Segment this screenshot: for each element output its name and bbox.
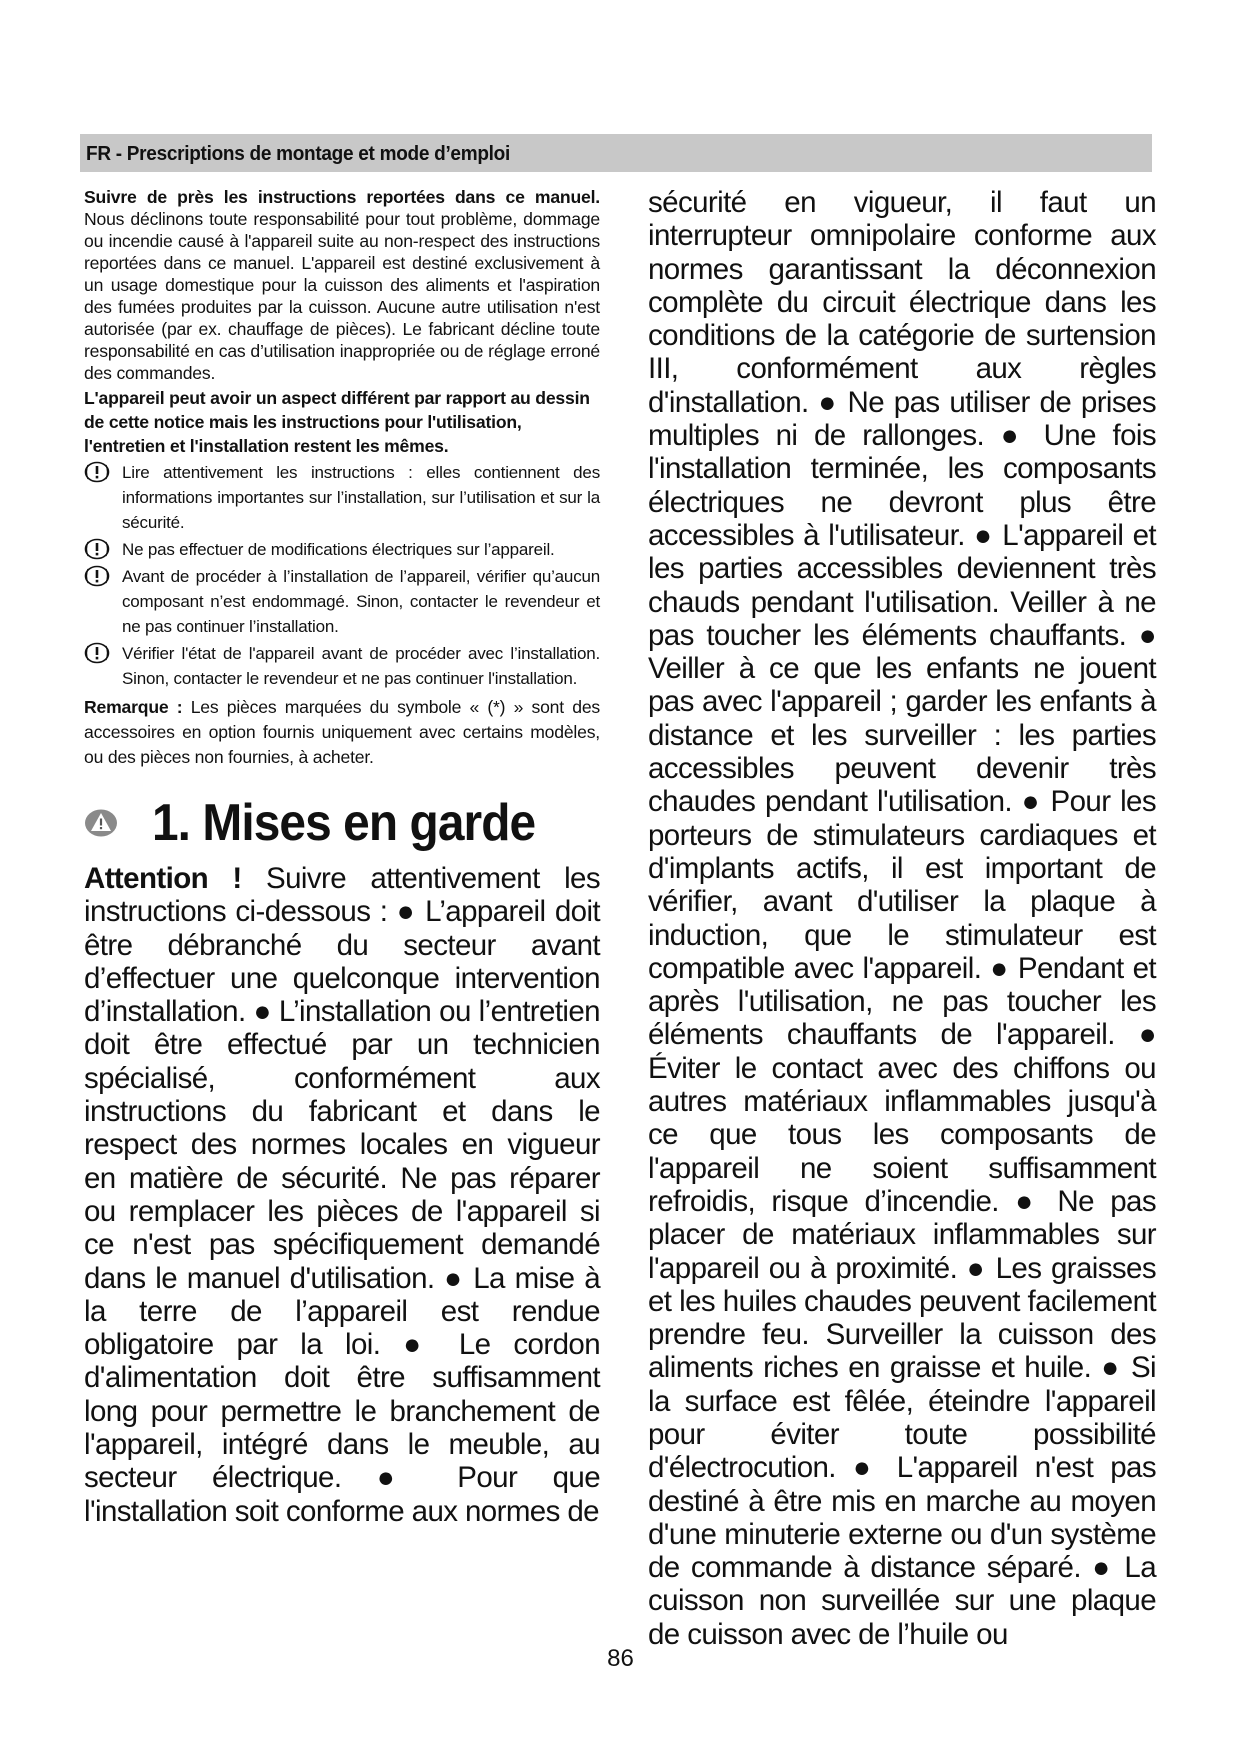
note-text: Vérifier l'état de l'appareil avant de procéder avec l’installation. Sinon, contacter le revendeur et ne pas continuer l'installation. [122,644,600,688]
note-item [84,641,600,691]
exclamation-circle-icon [84,642,110,664]
section-title: 1. Mises en garde [152,794,536,852]
note-text: Avant de procéder à l’installation de l’appareil, vérifier qu’aucun composant n’est endommagé. Sinon, contacter le revendeur et ne pas continuer l’installation. [122,567,600,636]
remarque-text: Les pièces marquées du symbole « (*) » sont des accessoires en option fournis uniquement avec certains modèles, ou des pièces non fournies, à acheter. [84,697,601,767]
note-text: Lire attentivement les instructions : elles contiennent des informations importantes sur l’installation, sur l’utilisation et sur la sécurité. [122,463,600,532]
warnings-left-text [84,862,600,1528]
exclamation-circle-icon [84,461,110,483]
intro-paragraph [84,186,600,384]
warnings-right-text: sécurité en vigueur, il faut un interrupteur omnipolaire conforme aux normes garantissant la déconnexion complète du circuit électrique dans les conditions de la catégorie de surtension III, conformément aux règles d'installation. ● Ne pas utiliser de prises multiples ni de rallonges. ● Une fois l'installation terminée, les composants électriques ne devront plus être accessibles à l'utilisateur. ● L'appareil et les parties accessibles deviennent très chauds pendant l'utilisation. Veiller à ne pas toucher les éléments chauffants. ● Veiller à ce que les enfants ne jouent pas avec l'appareil ; garder les enfants à distance et les surveiller : les parties accessibles peuvent devenir très chaudes pendant l'utilisation. ● Pour les porteurs de stimulateurs cardiaques et d'implants actifs, il est important de vérifier, avant d'utiliser la plaque à induction, que le stimulateur est compatible avec l'appareil. ● Pendant et après l'utilisation, ne pas toucher les éléments chauffants de l'appareil. ● Éviter le contact avec des chiffons ou autres matériaux inflammables jusqu'à ce que tous les composants de l'appareil ne soient suffisamment refroidis, risque d’incendie. ● Ne pas placer de matériaux inflammables sur l'appareil ou à proximité. ● Les graisses et les huiles chaudes peuvent facilement prendre feu. Surveiller la cuisson des aliments riches en graisse et huile. ● Si la surface est fêlée, éteindre l'appareil pour éviter toute possibilité d'électrocution. ● L'appareil n'est pas destiné à être mis en marche au moyen d'une minuterie externe ou d'un système de commande à distance séparé. ● La cuisson non surveillée sur une plaque de cuisson avec de l’huile ou [648,186,1156,1651]
note-item [84,564,600,639]
section-heading [84,790,600,856]
remarque-paragraph [84,695,600,770]
warnings-left-content: Suivre attentivement les instructions ci-dessous : ● L’appareil doit être débranché du secteur avant d’effectuer une quelconque intervention d’installation. ● L’installation ou l’entretien doit être effectué par un technicien spécialisé, conformément aux instructions du fabricant et dans le respect des normes locales en vigueur en matière de sécurité. Ne pas réparer ou remplacer les pièces de l'appareil si ce n'est pas spécifiquement demandé dans le manuel d'utilisation. ● La mise à la terre de l’appareil est rendue obligatoire par la loi. ● Le cordon d'alimentation doit être suffisamment long pour permettre le branchement de l'appareil, intégré dans le meuble, au secteur électrique. ● Pour que l'installation soit conforme aux normes de [84,862,600,1528]
note-item [84,537,600,562]
design-notice: L'appareil peut avoir un aspect différent par rapport au dessin de cette notice mais les instructions pour l'utilisation, l'entretien et l'installation restent les mêmes. [84,388,590,456]
exclamation-circle-icon [84,538,110,560]
exclamation-circle-icon [84,565,110,587]
right-column [648,186,1156,1651]
intro-text: Nous déclinons toute responsabilité pour tout problème, dommage ou incendie causé à l'appareil suite au non-respect des instructions reportées dans ce manuel. L'appareil est destiné exclusivement à un usage domestique pour la cuisson des aliments et l'aspiration des fumées produites par la cuisson. Aucune autre utilisation n'est autorisée (par ex. chauffage de pièces). Le fabricant décline toute responsabilité en cas d’utilisation inappropriée ou de réglage erroné des commandes. [84,209,600,383]
remarque-label: Remarque : [84,697,183,717]
document-header [80,134,1152,172]
attention-label: Attention ! [84,862,242,895]
page-number: 86 [607,1645,634,1672]
warning-icon [84,808,118,838]
intro-lead: Suivre de près les instructions reportées dans ce manuel. [84,187,600,207]
left-column [84,186,600,1528]
note-item [84,460,600,535]
header-title: FR - Prescriptions de montage et mode d’emploi [86,143,510,165]
note-text: Ne pas effectuer de modifications électriques sur l’appareil. [122,540,555,559]
